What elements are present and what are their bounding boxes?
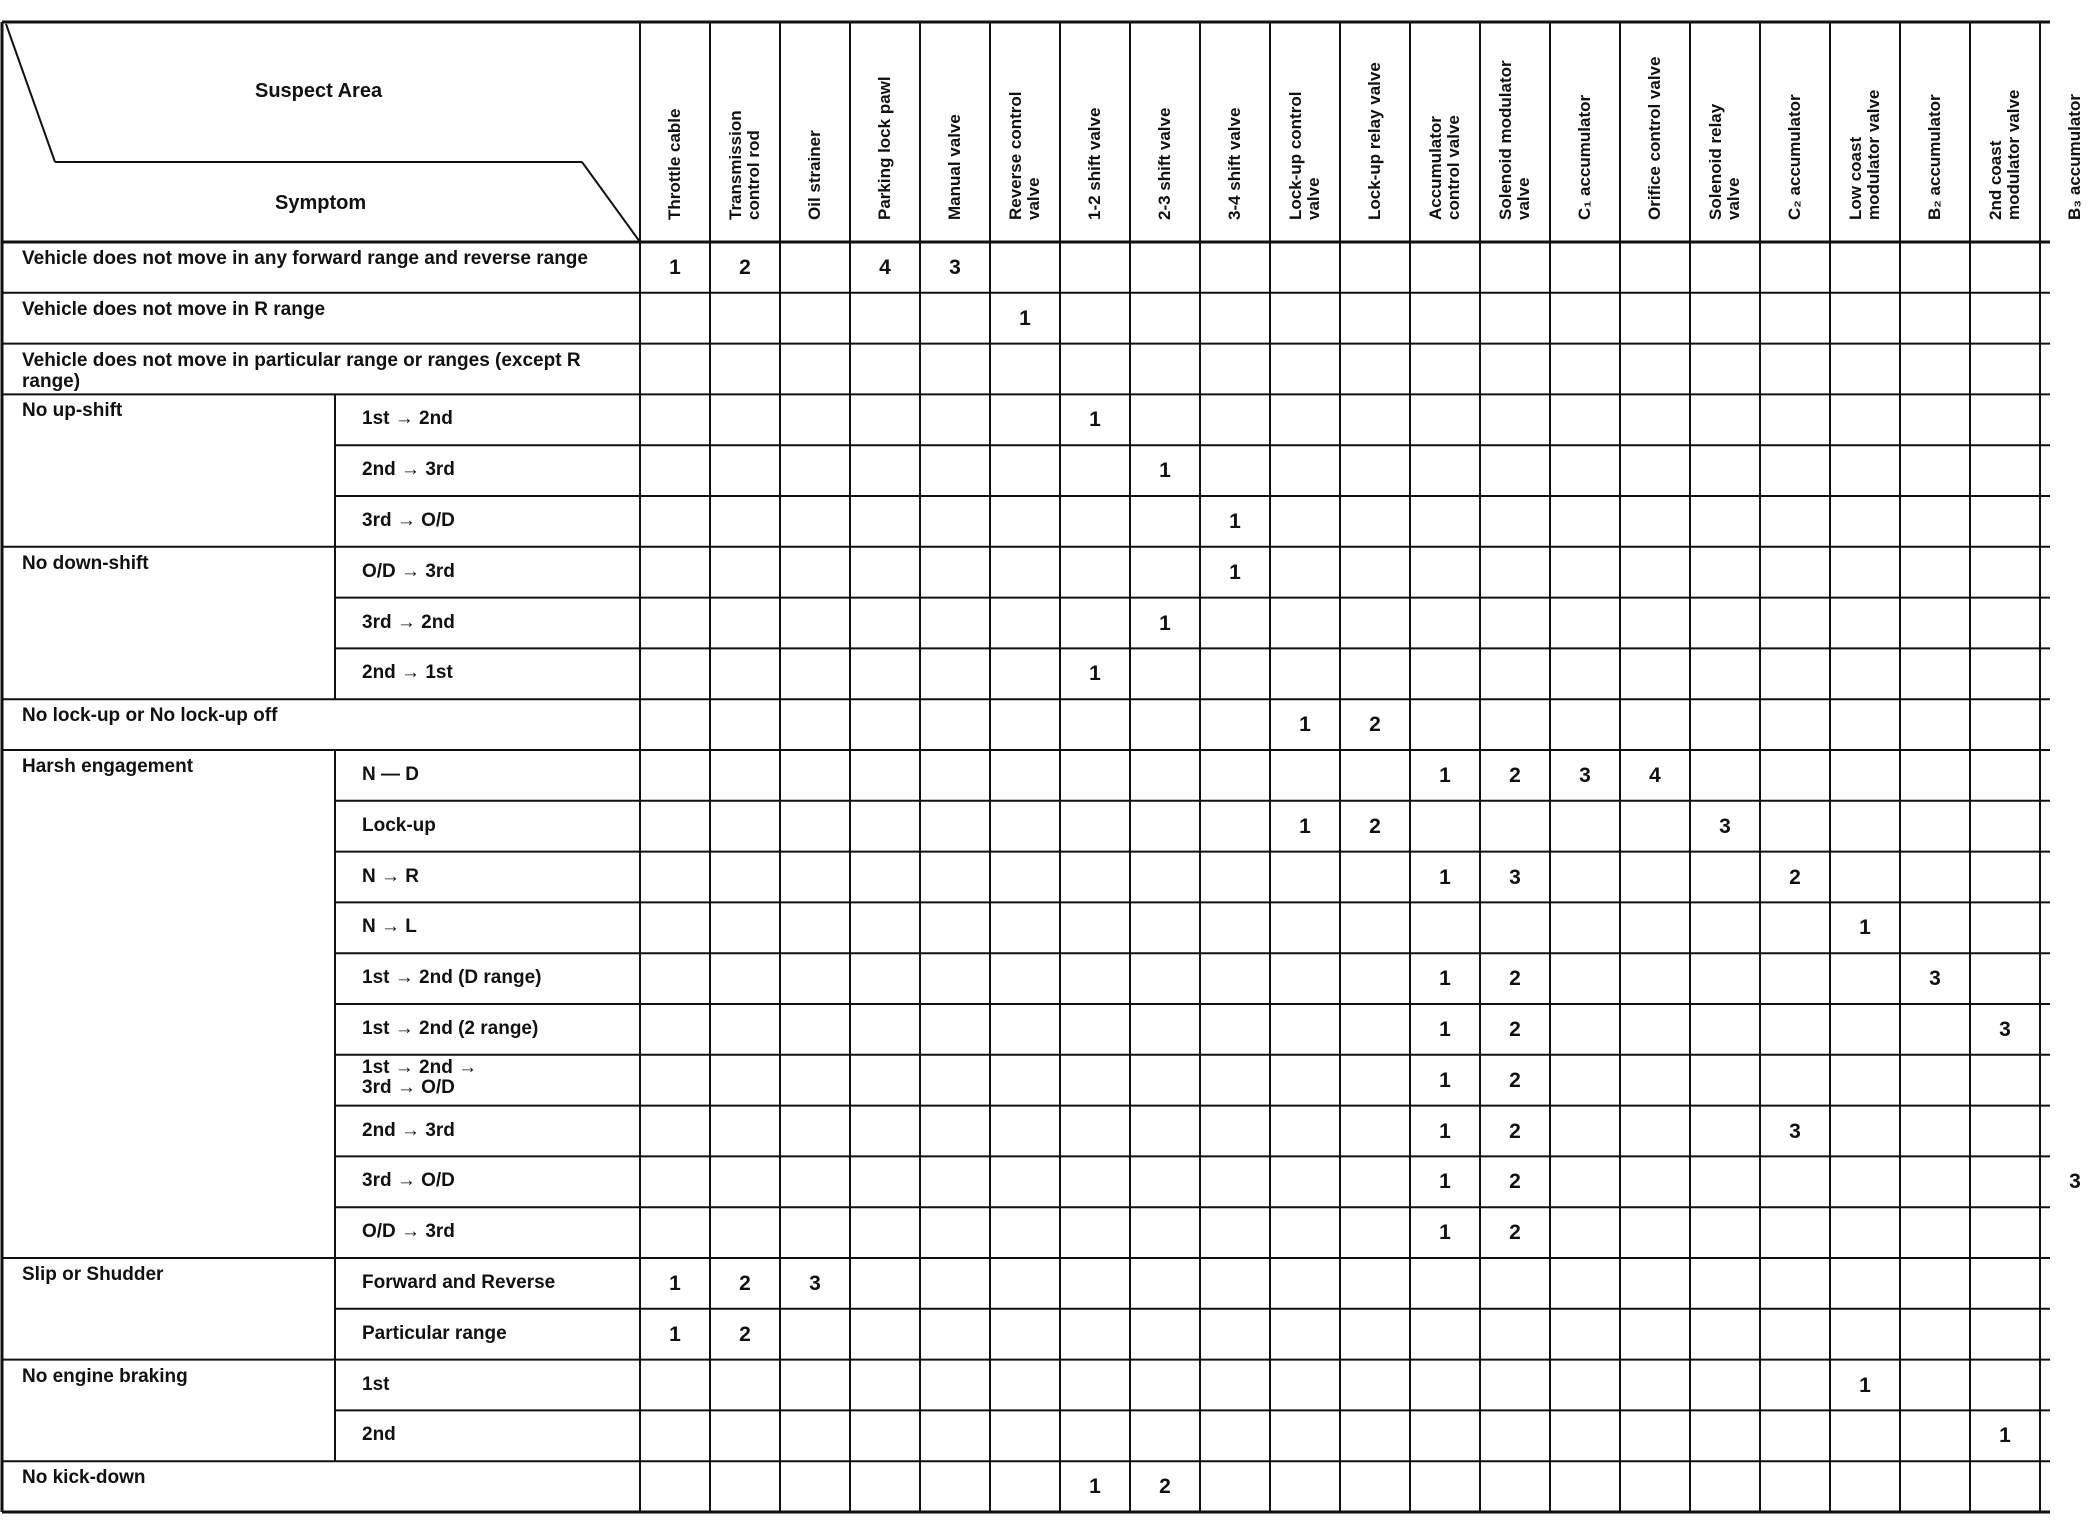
column-header: Accumulator bbox=[1426, 116, 1445, 220]
sub-symptom-label: 2nd → 1st bbox=[362, 662, 453, 684]
priority-value: 2 bbox=[1509, 1119, 1521, 1143]
sub-symptom-label: 1st → 2nd (2 range) bbox=[362, 1018, 539, 1039]
priority-value: 1 bbox=[1439, 865, 1451, 889]
sub-symptom-label: 3rd → 2nd bbox=[362, 611, 455, 633]
symptom-header: Symptom bbox=[275, 192, 367, 214]
priority-value: 1 bbox=[669, 1272, 681, 1295]
priority-value: 2 bbox=[1159, 1475, 1171, 1499]
symptom-label: Vehicle does not move in any forward range and reverse range bbox=[22, 248, 588, 269]
column-header: modulator valve bbox=[2004, 89, 2023, 220]
column-header: Oil strainer bbox=[805, 130, 824, 220]
column-header: Transmission bbox=[726, 110, 745, 220]
sub-symptom-label: N — D bbox=[362, 764, 419, 785]
priority-value: 1 bbox=[1299, 814, 1311, 838]
priority-value: 1 bbox=[1229, 510, 1241, 533]
column-header: 1-2 shift valve bbox=[1085, 107, 1104, 220]
column-header: control rod bbox=[744, 130, 763, 220]
column-header: Manual valve bbox=[945, 114, 964, 220]
priority-value: 1 bbox=[1859, 1373, 1871, 1397]
priority-value: 1 bbox=[669, 1322, 681, 1346]
priority-value: 1 bbox=[1089, 408, 1101, 432]
priority-value: 2 bbox=[1509, 1170, 1521, 1194]
priority-value: 3 bbox=[1509, 865, 1521, 889]
priority-value: 3 bbox=[1929, 967, 1941, 991]
sub-symptom-label: N → R bbox=[362, 865, 419, 887]
priority-value: 2 bbox=[1509, 764, 1521, 787]
symptom-label: No lock-up or No lock-up off bbox=[22, 705, 278, 727]
column-header: control valve bbox=[1444, 115, 1463, 220]
column-header: B₂ accumulator bbox=[1925, 94, 1944, 220]
priority-value: 3 bbox=[809, 1272, 821, 1295]
grid-line bbox=[582, 162, 640, 242]
priority-value: 3 bbox=[1789, 1119, 1801, 1143]
priority-value: 1 bbox=[1159, 459, 1171, 483]
sub-symptom-label: Forward and Reverse bbox=[362, 1272, 556, 1293]
sub-symptom-label: 2nd → 3rd bbox=[362, 459, 455, 481]
priority-value: 2 bbox=[1369, 814, 1381, 838]
column-header: valve bbox=[1724, 177, 1743, 220]
priority-value: 2 bbox=[1509, 1221, 1521, 1245]
priority-value: 1 bbox=[1999, 1424, 2011, 1448]
priority-value: 3 bbox=[1999, 1018, 2011, 1041]
sub-symptom-label: 2nd → 3rd bbox=[362, 1119, 455, 1141]
priority-value: 1 bbox=[1439, 1221, 1451, 1245]
grid-line bbox=[6, 24, 55, 162]
priority-value: 1 bbox=[1439, 1170, 1451, 1194]
column-header: valve bbox=[1024, 177, 1043, 220]
column-header: Lock-up control bbox=[1286, 91, 1305, 220]
column-header: Reverse control bbox=[1006, 91, 1025, 220]
priority-value: 1 bbox=[1159, 611, 1171, 635]
column-header: valve bbox=[1304, 177, 1323, 220]
sub-symptom-label: N → L bbox=[362, 916, 417, 938]
column-header: B₃ accumulator bbox=[2065, 94, 2084, 220]
column-header: Throttle cable bbox=[665, 108, 684, 220]
priority-value: 1 bbox=[669, 256, 681, 279]
priority-value: 3 bbox=[1579, 764, 1591, 787]
sub-symptom-label: 1st → 2nd (D range) bbox=[362, 967, 542, 989]
priority-value: 1 bbox=[1439, 967, 1451, 991]
column-header: Lock-up relay valve bbox=[1365, 62, 1384, 220]
priority-value: 1 bbox=[1229, 560, 1241, 584]
sub-symptom-label: Lock-up bbox=[362, 814, 436, 836]
priority-value: 1 bbox=[1439, 1068, 1451, 1092]
symptom-label: Vehicle does not move in R range bbox=[22, 298, 326, 320]
priority-value: 2 bbox=[1509, 967, 1521, 991]
symptom-label: Slip or Shudder bbox=[22, 1264, 164, 1285]
sub-symptom-label: 1st → 2nd → 3rd → O/D bbox=[362, 1056, 478, 1098]
priority-value: 1 bbox=[1859, 916, 1871, 940]
sub-symptom-label: O/D → 3rd bbox=[362, 1221, 455, 1243]
priority-value: 2 bbox=[1789, 865, 1801, 889]
symptom-label: No down-shift bbox=[22, 552, 149, 574]
priority-value: 1 bbox=[1019, 306, 1031, 330]
column-header: Solenoid relay bbox=[1706, 103, 1725, 220]
priority-value: 2 bbox=[1509, 1068, 1521, 1092]
sub-symptom-label: 2nd bbox=[362, 1424, 396, 1446]
priority-value: 1 bbox=[1439, 1119, 1451, 1143]
column-header: modulator valve bbox=[1864, 89, 1883, 220]
priority-value: 2 bbox=[1369, 713, 1381, 737]
sub-symptom-label: 3rd → O/D bbox=[362, 1170, 455, 1192]
priority-value: 3 bbox=[949, 256, 961, 279]
column-header: Low coast bbox=[1846, 136, 1865, 220]
priority-value: 2 bbox=[739, 1272, 751, 1295]
column-header: Orifice control valve bbox=[1645, 56, 1664, 220]
column-header: 3-4 shift valve bbox=[1225, 107, 1244, 220]
sub-symptom-label: O/D → 3rd bbox=[362, 560, 455, 582]
symptom-label: No engine braking bbox=[22, 1365, 188, 1387]
sub-symptom-label: Particular range bbox=[362, 1322, 507, 1344]
symptom-label: Vehicle does not move in particular range or ranges (except R range) bbox=[22, 349, 581, 392]
priority-value: 2 bbox=[739, 1322, 751, 1346]
sub-symptom-label: 1st → 2nd bbox=[362, 408, 453, 430]
column-header: Solenoid modulator bbox=[1496, 60, 1515, 220]
column-header: valve bbox=[1514, 177, 1533, 220]
priority-value: 1 bbox=[1439, 1018, 1451, 1041]
suspect-area-header: Suspect Area bbox=[255, 80, 383, 102]
priority-value: 1 bbox=[1089, 1475, 1101, 1499]
priority-value: 1 bbox=[1299, 713, 1311, 737]
symptom-label: No up-shift bbox=[22, 400, 123, 422]
column-header: C₂ accumulator bbox=[1785, 94, 1804, 220]
symptom-label: No kick-down bbox=[22, 1467, 146, 1489]
priority-value: 3 bbox=[2069, 1170, 2081, 1194]
priority-value: 1 bbox=[1089, 662, 1101, 686]
priority-value: 2 bbox=[739, 256, 751, 279]
column-header: 2-3 shift valve bbox=[1155, 107, 1174, 220]
priority-value: 1 bbox=[1439, 764, 1451, 787]
column-header: 2nd coast bbox=[1986, 140, 2005, 220]
priority-value: 2 bbox=[1509, 1018, 1521, 1041]
priority-value: 4 bbox=[1649, 764, 1661, 787]
sub-symptom-label: 3rd → O/D bbox=[362, 510, 455, 531]
priority-value: 4 bbox=[879, 256, 891, 279]
priority-value: 3 bbox=[1719, 814, 1731, 838]
sub-symptom-label: 1st bbox=[362, 1373, 390, 1395]
column-header: Parking lock pawl bbox=[875, 76, 894, 220]
symptom-label: Harsh engagement bbox=[22, 756, 194, 777]
column-header: C₁ accumulator bbox=[1575, 94, 1594, 220]
